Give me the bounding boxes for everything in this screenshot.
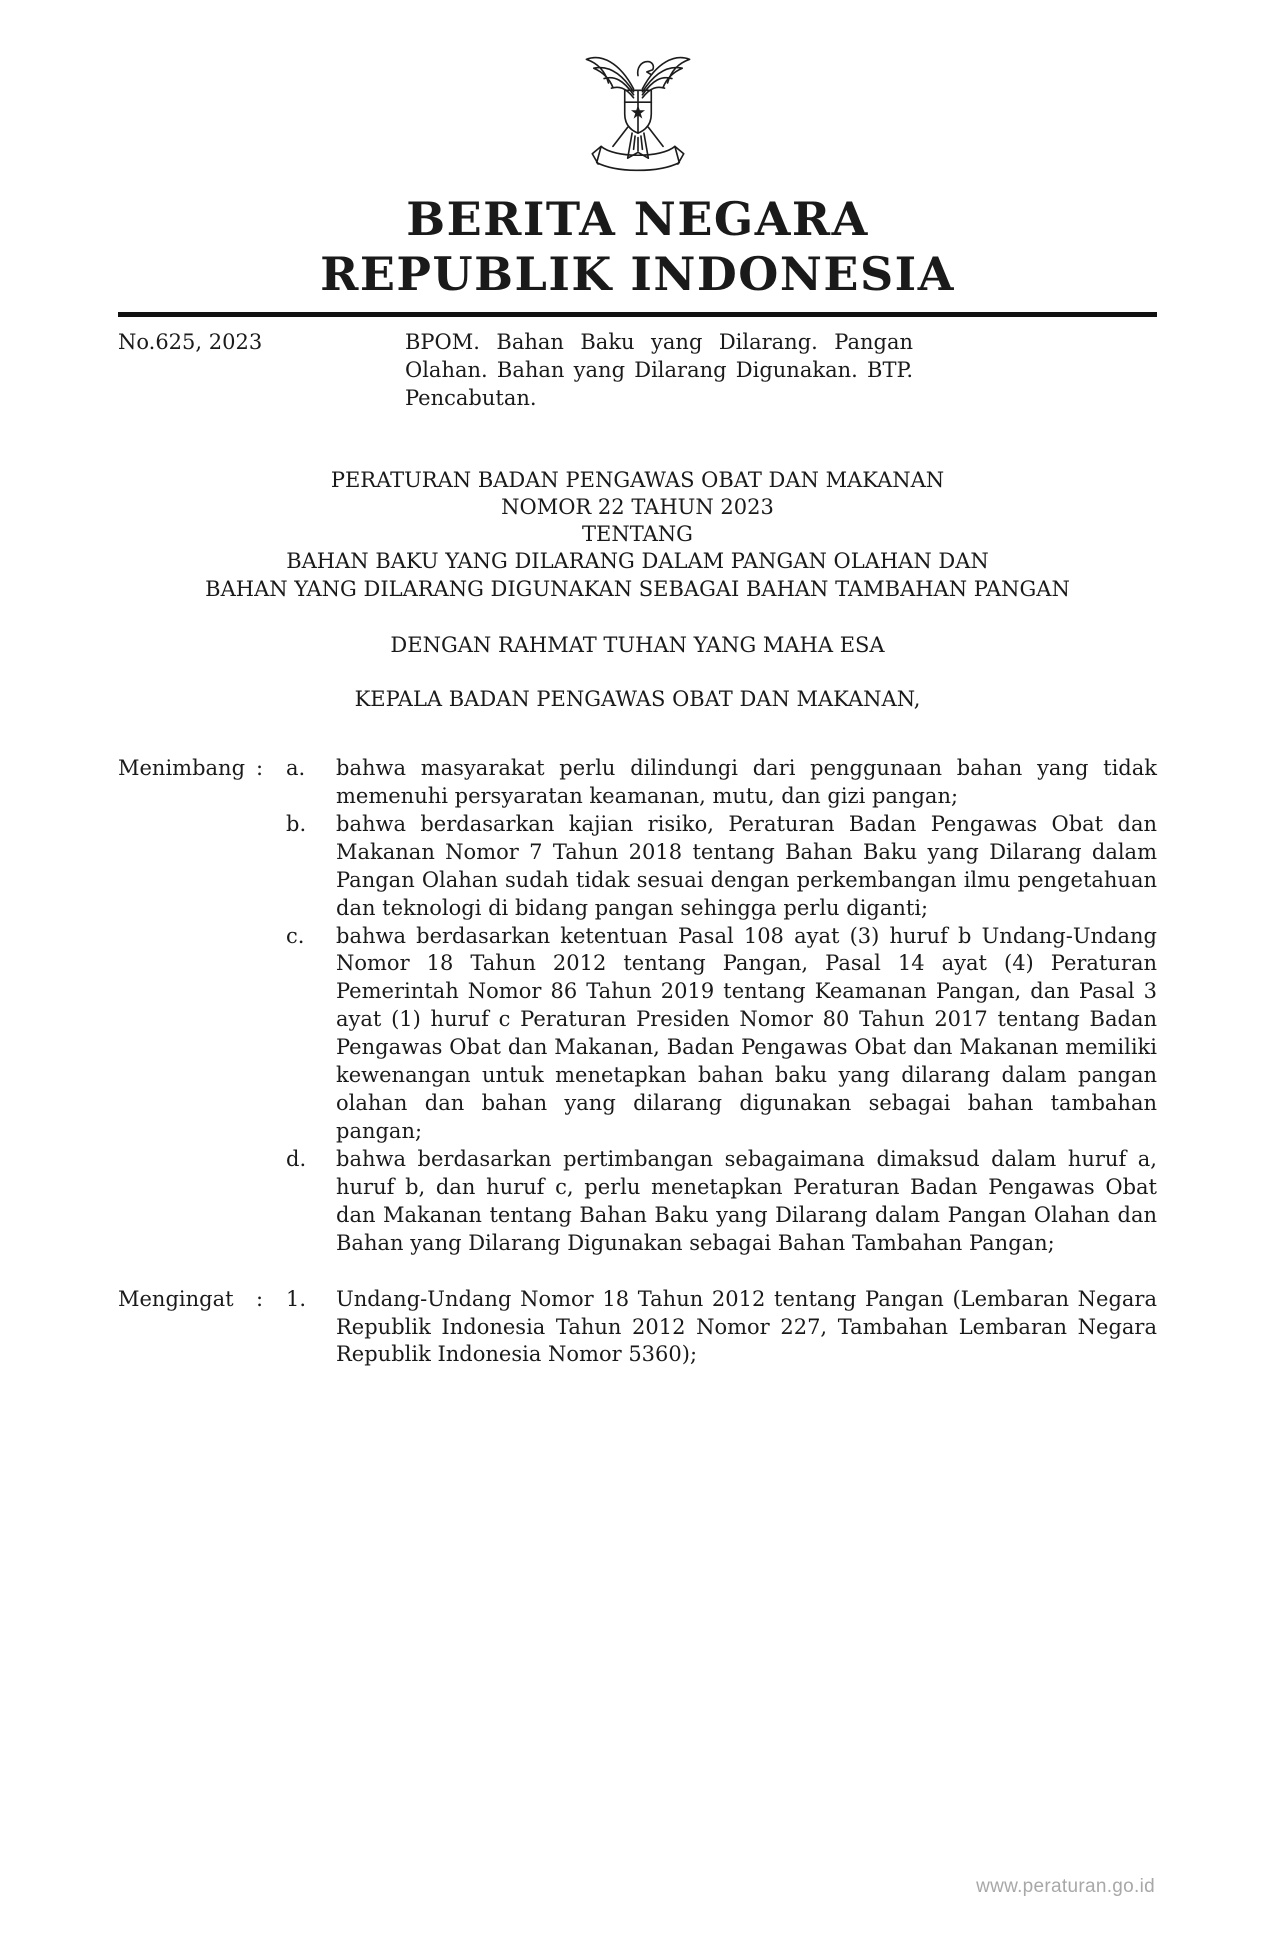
considering-item-b (286, 811, 1157, 923)
gazette-masthead (118, 192, 1157, 302)
considering-item-d (286, 1146, 1157, 1258)
item-marker: b. (286, 811, 307, 836)
recalling-items (286, 1286, 1157, 1370)
considering-item-c (286, 923, 1157, 1146)
footer-website: www.peraturan.go.id (976, 1876, 1155, 1897)
issuer-line: KEPALA BADAN PENGAWAS OBAT DAN MAKANAN, (354, 687, 921, 712)
garuda-pancasila-emblem-icon (579, 36, 697, 186)
considering-items (286, 755, 1157, 1258)
invocation-line: DENGAN RAHMAT TUHAN YANG MAHA ESA (390, 633, 885, 658)
emblem-container (118, 36, 1157, 188)
gazette-subject-abstract: BPOM. Bahan Baku yang Dilarang. Pangan Olahan. Bahan yang Dilarang Digunakan. BTP. Pencabutan. (405, 330, 913, 410)
considering-label: Menimbang (118, 756, 246, 781)
item-marker: c. (286, 923, 305, 948)
item-text: Undang-Undang Nomor 18 Tahun 2012 tentang Pangan (Lembaran Negara Republik Indonesia Tahun 2012 Nomor 227, Tambahan Lembaran Negara Republik Indonesia Nomor 5360); (336, 1286, 1157, 1367)
title-line-5: BAHAN YANG DILARANG DIGUNAKAN SEBAGAI BAHAN TAMBAHAN PANGAN (205, 576, 1070, 601)
considering-colon: : (256, 756, 264, 781)
title-line-2: NOMOR 22 TAHUN 2023 (501, 494, 774, 519)
recalling-item-1 (286, 1286, 1157, 1370)
masthead-line-2: REPUBLIK INDONESIA (320, 247, 955, 302)
gazette-header-row (118, 329, 1157, 412)
recalling-colon: : (256, 1286, 264, 1311)
title-line-4: BAHAN BAKU YANG DILARANG DALAM PANGAN OLAHAN DAN (286, 549, 989, 574)
item-text: bahwa berdasarkan pertimbangan sebagaimana dimaksud dalam huruf a, huruf b, dan huruf c, perlu menetapkan Peraturan Badan Pengawas Obat dan Makanan tentang Bahan Baku yang Dilarang dalam Pangan Olahan dan Bahan yang Dilarang Digunakan sebagai Bahan Tambahan Pangan; (336, 1146, 1157, 1255)
gazette-number: No.625, 2023 (118, 330, 263, 355)
regulation-title-block (118, 467, 1157, 603)
considering-item-a (286, 755, 1157, 811)
masthead-line-1: BERITA NEGARA (406, 192, 869, 246)
considering-section (118, 755, 1157, 1258)
item-marker: a. (286, 756, 306, 781)
recalling-label: Mengingat (118, 1286, 234, 1311)
title-line-1: PERATURAN BADAN PENGAWAS OBAT DAN MAKANAN (330, 467, 945, 492)
item-text: bahwa berdasarkan kajian risiko, Peraturan Badan Pengawas Obat dan Makanan Nomor 7 Tahun 2018 tentang Bahan Baku yang Dilarang dalam Pangan Olahan sudah tidak sesuai dengan perkembangan ilmu pengetahuan dan teknologi di bidang pangan sehingga perlu diganti; (336, 811, 1157, 920)
item-text: bahwa masyarakat perlu dilindungi dari penggunaan bahan yang tidak memenuhi persyaratan keamanan, mutu, dan gizi pangan; (336, 756, 1157, 808)
item-marker: 1. (286, 1286, 307, 1311)
item-text: bahwa berdasarkan ketentuan Pasal 108 ayat (3) huruf b Undang-Undang Nomor 18 Tahun 2012 tentang Pangan, Pasal 14 ayat (4) Peraturan Pemerintah Nomor 86 Tahun 2019 tentang Keamanan Pangan, dan Pasal 3 ayat (1) huruf c Peraturan Presiden Nomor 80 Tahun 2017 tentang Badan Pengawas Obat dan Makanan, Badan Pengawas Obat dan Makanan memiliki kewenangan untuk menetapkan bahan baku yang dilarang dalam pangan olahan dan bahan yang dilarang digunakan sebagai bahan tambahan pangan; (336, 923, 1157, 1143)
item-marker: d. (286, 1146, 307, 1171)
recalling-section (118, 1286, 1157, 1370)
title-line-3: TENTANG (582, 522, 693, 547)
masthead-divider (118, 312, 1157, 317)
